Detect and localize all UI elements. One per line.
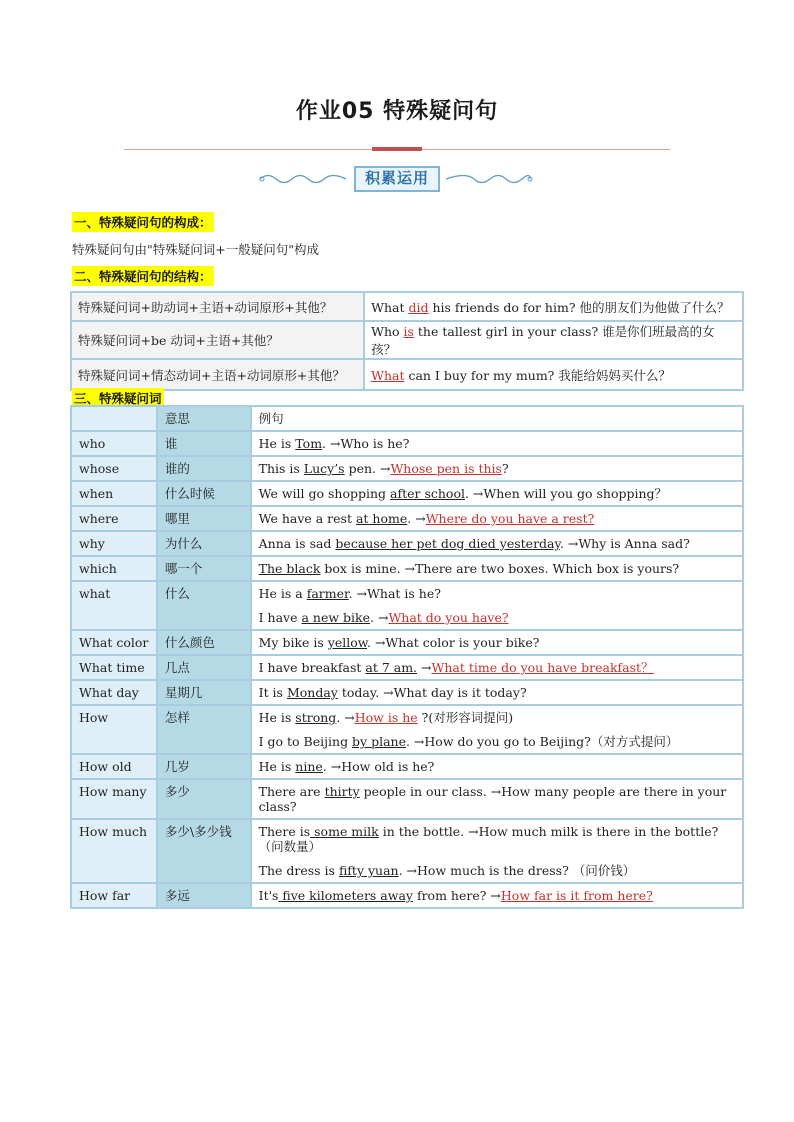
answer-underlined: nine <box>295 759 323 774</box>
table-row <box>71 819 743 883</box>
question-word-meaning: 什么颜色 <box>157 630 251 655</box>
question-word: why <box>71 531 157 556</box>
example-line <box>259 586 735 601</box>
sentence-text: There is <box>258 824 311 839</box>
example-line <box>259 710 735 725</box>
section-banner <box>0 166 794 194</box>
sentence-text: . →Why is Anna sad? <box>559 536 690 551</box>
example-line <box>259 888 735 903</box>
table-row <box>71 431 743 456</box>
sentence-text: I have <box>258 610 302 625</box>
question-word: How far <box>71 883 157 908</box>
table-row <box>71 754 743 779</box>
sentence-text: ? <box>501 461 509 476</box>
example-line <box>259 511 735 526</box>
question-word: How much <box>71 819 157 883</box>
example-text: What <box>371 299 409 315</box>
example-sentences <box>251 581 743 630</box>
answer-underlined: Tom <box>295 436 323 451</box>
answer-underlined: fifty yuan <box>338 863 399 878</box>
example-line <box>259 610 735 625</box>
structure-pattern: 特殊疑问词+情态动词+主语+动词原形+其他？ <box>71 359 364 390</box>
table-row <box>71 556 743 581</box>
question-word-meaning: 哪里 <box>157 506 251 531</box>
page-title: 作业05 特殊疑问句 <box>295 99 499 124</box>
question-word-meaning: 星期几 <box>157 680 251 705</box>
example-sentences <box>251 883 743 908</box>
table-row <box>71 655 743 680</box>
table-row <box>71 481 743 506</box>
example-line <box>259 635 735 650</box>
structure-example <box>364 359 743 390</box>
question-word-meaning: 谁的 <box>157 456 251 481</box>
question-answer: What do you have? <box>388 610 509 625</box>
question-word: What color <box>71 630 157 655</box>
structure-row <box>71 321 743 359</box>
sentence-text: I have breakfast <box>258 660 366 675</box>
sentence-text: My bike is <box>258 635 328 650</box>
question-word-meaning: 哪一个 <box>157 556 251 581</box>
example-line <box>259 536 735 551</box>
question-word: which <box>71 556 157 581</box>
section1-heading: 一、特殊疑问句的构成： <box>72 212 214 232</box>
sentence-text: . →How old is he? <box>322 759 435 774</box>
question-word-meaning: 什么 <box>157 581 251 630</box>
answer-underlined: some milk <box>310 824 379 839</box>
question-words-table <box>70 405 744 909</box>
answer-underlined: thirty <box>324 784 360 799</box>
sentence-text: pen. → <box>344 461 391 476</box>
question-word-meaning: 为什么 <box>157 531 251 556</box>
title-divider-accent <box>372 147 422 151</box>
structure-row <box>71 292 743 321</box>
section2-heading: 二、特殊疑问句的结构： <box>72 266 214 286</box>
table-row <box>71 630 743 655</box>
sentence-text: . → <box>370 610 389 625</box>
question-word: who <box>71 431 157 456</box>
sentence-text: We will go shopping <box>258 486 391 501</box>
sentence-text: . →How much is the dress? （问价钱） <box>398 863 636 878</box>
example-line <box>259 759 735 774</box>
header-word <box>71 406 157 431</box>
sentence-text: people in our class. →How many people are there in your class? <box>258 784 727 814</box>
question-word: How <box>71 705 157 754</box>
sentence-text: It's <box>258 888 279 903</box>
example-sentences <box>251 506 743 531</box>
wave-ornament-left-icon <box>258 172 348 186</box>
sentence-text: The dress is <box>258 863 339 878</box>
table-row <box>71 705 743 754</box>
example-sentences <box>251 680 743 705</box>
question-word: whose <box>71 456 157 481</box>
answer-underlined: yellow <box>327 635 367 650</box>
example-sentences <box>251 819 743 883</box>
sentence-text: in the bottle. →How much milk is there in the bottle?（问数量） <box>258 824 719 854</box>
sentence-text: today. →What day is it today? <box>337 685 527 700</box>
table-row <box>71 581 743 630</box>
sentence-text: He is <box>258 436 296 451</box>
table-header-row <box>71 406 743 431</box>
table-row <box>71 883 743 908</box>
sentence-text: ?(对形容词提问) <box>417 710 514 725</box>
question-answer: What time do you have breakfast？ <box>431 660 654 675</box>
banner-label: 积累运用 <box>364 169 429 187</box>
table-row <box>71 456 743 481</box>
example-sentences <box>251 779 743 819</box>
example-text: Who <box>371 324 404 339</box>
sentence-text: . →When will you go shopping？ <box>464 486 668 501</box>
table-row <box>71 506 743 531</box>
sentence-text: We have a rest <box>258 511 356 526</box>
question-answer: Whose pen is this <box>390 461 502 476</box>
example-line <box>259 824 735 854</box>
question-word: where <box>71 506 157 531</box>
answer-underlined: a new bike <box>301 610 371 625</box>
sentence-text: I go to Beijing <box>258 734 353 749</box>
example-sentences <box>251 556 743 581</box>
answer-underlined: because her pet dog died yesterday <box>335 536 560 551</box>
answer-underlined: The black <box>258 561 321 576</box>
question-answer: How far is it from here? <box>500 888 653 903</box>
structure-example <box>364 321 743 359</box>
question-word: what <box>71 581 157 630</box>
wave-ornament-right-icon <box>444 172 534 186</box>
table-row <box>71 680 743 705</box>
answer-underlined: Lucy’s <box>303 461 345 476</box>
sentence-text: . → <box>407 511 426 526</box>
example-text: the tallest girl in your class? 谁是你们班最高的女孩？ <box>371 324 715 357</box>
example-sentences <box>251 531 743 556</box>
sentence-text: This is <box>258 461 304 476</box>
section1-text: 特殊疑问句由"特殊疑问词+一般疑问句"构成 <box>72 242 319 257</box>
table-row <box>71 531 743 556</box>
example-sentences <box>251 655 743 680</box>
example-line <box>259 660 735 675</box>
sentence-text: from here? → <box>412 888 501 903</box>
question-word: How many <box>71 779 157 819</box>
question-word: How old <box>71 754 157 779</box>
question-answer: Where do you have a rest? <box>425 511 595 526</box>
answer-underlined: at home <box>355 511 408 526</box>
example-sentences <box>251 754 743 779</box>
answer-underlined: strong <box>295 710 337 725</box>
sentence-text: . →How do you go to Beijing?（对方式提问） <box>405 734 679 749</box>
example-line <box>259 734 735 749</box>
example-line <box>259 436 735 451</box>
example-line <box>259 685 735 700</box>
question-word: What time <box>71 655 157 680</box>
structure-pattern: 特殊疑问词+be 动词+主语+其他？ <box>71 321 364 359</box>
example-keyword: is <box>403 324 414 339</box>
sentence-text: . →What is he? <box>348 586 441 601</box>
sentence-text: box is mine. →There are two boxes. Which box is yours? <box>320 561 680 576</box>
sentence-text: . →What color is your bike? <box>367 635 540 650</box>
sentence-text: He is a <box>258 586 307 601</box>
question-word-meaning: 多少\多少钱 <box>157 819 251 883</box>
example-sentences <box>251 481 743 506</box>
example-line <box>259 863 735 878</box>
question-answer: How is he <box>354 710 418 725</box>
example-sentences <box>251 630 743 655</box>
sentence-text: . →Who is he? <box>322 436 410 451</box>
answer-underlined: by plane <box>352 734 406 749</box>
example-line <box>259 784 735 814</box>
sentence-text: He is <box>258 759 296 774</box>
example-line <box>259 461 735 476</box>
example-text: his friends do for him? 他的朋友们为他做了什么？ <box>428 299 730 315</box>
answer-underlined: after school <box>390 486 465 501</box>
sentence-text: . → <box>336 710 355 725</box>
sentence-text: → <box>417 660 432 675</box>
table-row <box>71 779 743 819</box>
example-keyword: did <box>408 299 429 315</box>
header-example: 例句 <box>251 406 743 431</box>
answer-underlined: at 7 am. <box>365 660 418 675</box>
example-sentences <box>251 705 743 754</box>
example-sentences <box>251 431 743 456</box>
sentence-text: There are <box>258 784 325 799</box>
sentence-text: It is <box>258 685 287 700</box>
question-word: when <box>71 481 157 506</box>
answer-underlined: five kilometers away <box>278 888 413 903</box>
answer-underlined: Monday <box>286 685 338 700</box>
question-word-meaning: 几岁 <box>157 754 251 779</box>
structure-pattern: 特殊疑问词+助动词+主语+动词原形+其他？ <box>71 292 364 321</box>
example-line <box>259 561 735 576</box>
example-line <box>259 486 735 501</box>
question-word-meaning: 谁 <box>157 431 251 456</box>
sentence-text: He is <box>258 710 296 725</box>
question-word: What day <box>71 680 157 705</box>
example-text: can I buy for my mum? 我能给妈妈买什么？ <box>404 367 671 383</box>
structure-table <box>70 291 744 391</box>
section3-heading: 三、特殊疑问词 <box>72 388 164 408</box>
header-meaning: 意思 <box>157 406 251 431</box>
answer-underlined: farmer <box>306 586 349 601</box>
question-word-meaning: 几点 <box>157 655 251 680</box>
example-sentences <box>251 456 743 481</box>
question-word-meaning: 多远 <box>157 883 251 908</box>
question-word-meaning: 多少 <box>157 779 251 819</box>
question-word-meaning: 什么时候 <box>157 481 251 506</box>
structure-example <box>364 292 743 321</box>
question-word-meaning: 怎样 <box>157 705 251 754</box>
structure-row <box>71 359 743 390</box>
sentence-text: Anna is sad <box>258 536 336 551</box>
example-keyword: What <box>371 367 405 383</box>
